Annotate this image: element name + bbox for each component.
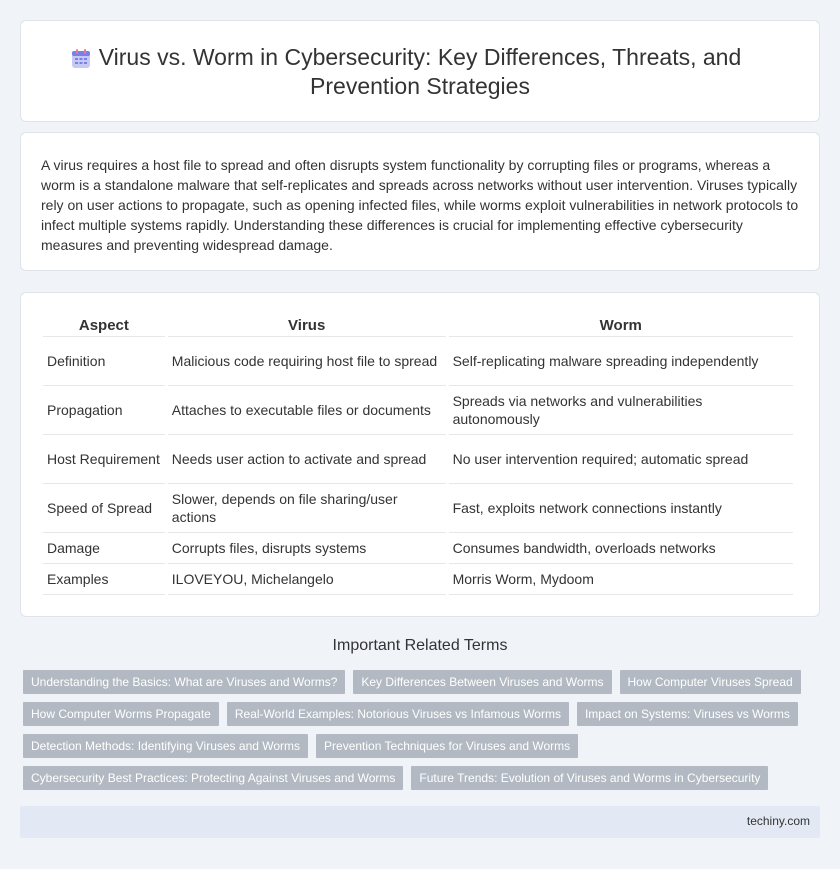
cell-virus: Slower, depends on file sharing/user actions	[168, 484, 446, 533]
cell-worm: Fast, exploits network connections instantly	[449, 484, 793, 533]
cell-aspect: Propagation	[43, 386, 165, 435]
related-tag[interactable]: Future Trends: Evolution of Viruses and Worms in Cybersecurity	[411, 766, 768, 790]
cell-aspect: Speed of Spread	[43, 484, 165, 533]
related-tag[interactable]: Detection Methods: Identifying Viruses and Worms	[23, 734, 308, 758]
tag-row	[23, 734, 813, 758]
related-tag[interactable]: Key Differences Between Viruses and Worms	[353, 670, 611, 694]
intro-card	[20, 132, 820, 271]
header-worm: Worm	[449, 315, 793, 337]
cell-virus: Needs user action to activate and spread	[168, 435, 446, 484]
related-tag[interactable]: How Computer Worms Propagate	[23, 702, 219, 726]
related-tag[interactable]: Real-World Examples: Notorious Viruses vs Infamous Worms	[227, 702, 569, 726]
related-tag[interactable]: How Computer Viruses Spread	[620, 670, 801, 694]
header-card	[20, 20, 820, 122]
cell-aspect: Damage	[43, 533, 165, 564]
cell-virus: ILOVEYOU, Michelangelo	[168, 564, 446, 595]
table-row	[43, 435, 793, 484]
table-row	[43, 484, 793, 533]
header-virus: Virus	[168, 315, 446, 337]
footer	[20, 806, 820, 838]
related-tag[interactable]: Cybersecurity Best Practices: Protecting Against Viruses and Worms	[23, 766, 403, 790]
comparison-card	[20, 292, 820, 617]
tag-row	[23, 766, 813, 790]
cell-worm: No user intervention required; automatic spread	[449, 435, 793, 484]
table-row	[43, 337, 793, 386]
cell-worm: Spreads via networks and vulnerabilities autonomously	[449, 386, 793, 435]
cell-virus: Corrupts files, disrupts systems	[168, 533, 446, 564]
related-tag[interactable]: Impact on Systems: Viruses vs Worms	[577, 702, 798, 726]
cell-aspect: Definition	[43, 337, 165, 386]
cell-worm: Consumes bandwidth, overloads networks	[449, 533, 793, 564]
cell-worm: Morris Worm, Mydoom	[449, 564, 793, 595]
header-aspect: Aspect	[43, 315, 165, 337]
cell-virus: Malicious code requiring host file to spread	[168, 337, 446, 386]
tag-row	[23, 702, 813, 726]
related-tag[interactable]: Understanding the Basics: What are Viruses and Worms?	[23, 670, 345, 694]
footer-site-name[interactable]: techiny.com	[746, 814, 810, 828]
intro-paragraph: A virus requires a host file to spread and often disrupts system functionality by corrupting files or programs, whereas a worm is a standalone malware that self-replicates and spreads across networks without user intervention. Viruses typically rely on user actions to propagate, such as opening infected files, while worms exploit vulnerabilities in network protocols to infect multiple systems rapidly. Understanding these differences is crucial for implementing effective cybersecurity measures and preventing widespread damage.	[41, 157, 799, 253]
tag-row	[23, 670, 813, 694]
related-terms-title: Important Related Terms	[332, 637, 508, 654]
cell-worm: Self-replicating malware spreading independently	[449, 337, 793, 386]
related-terms-tags	[23, 670, 813, 798]
cell-aspect: Host Requirement	[43, 435, 165, 484]
table-row	[43, 386, 793, 435]
cell-aspect: Examples	[43, 564, 165, 595]
table-row	[43, 564, 793, 595]
page-title: Virus vs. Worm in Cybersecurity: Key Differences, Threats, and Prevention Strategies	[98, 44, 742, 99]
comparison-table	[40, 315, 796, 595]
cell-virus: Attaches to executable files or documents	[168, 386, 446, 435]
related-tag[interactable]: Prevention Techniques for Viruses and Worms	[316, 734, 578, 758]
table-row	[43, 533, 793, 564]
